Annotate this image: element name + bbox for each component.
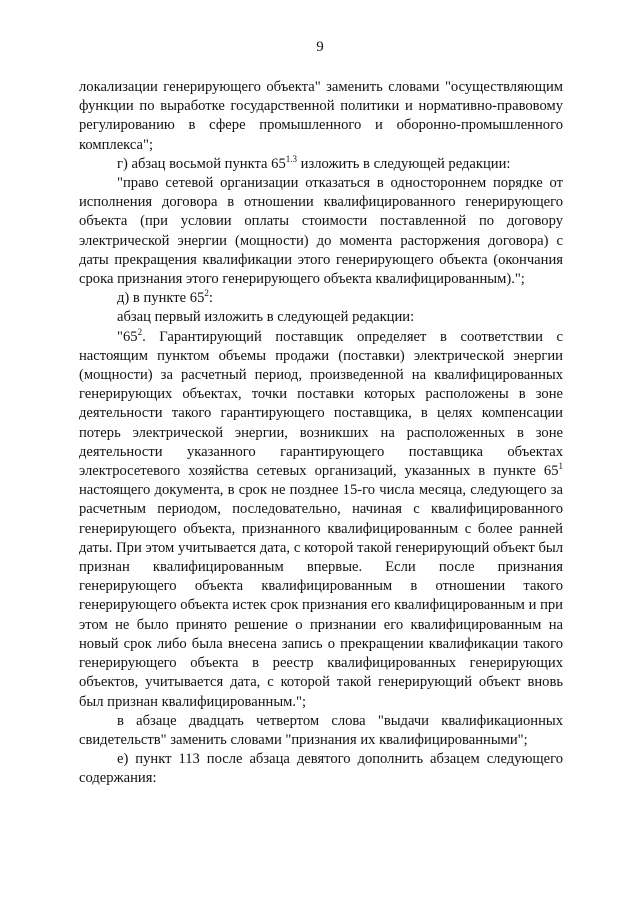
paragraph-guarantor — [79, 328, 563, 712]
paragraph-first-abzac: абзац первый изложить в следующей редакции: — [117, 309, 415, 326]
paragraph-item-g-pre: г) абзац восьмой пункта 65 — [117, 155, 286, 172]
paragraph-guarantor-post: настоящего документа, в срок не позднее 15-го числа месяца, следующего за расчетным периодом, последовательно, начиная с квалифицированного генерирующего объекта, признанного квалифицированным с более ранней даты. При этом учитывается дата, с которой такой генерирующий объект был признан квалифицированным впервые. Если после признания генерирующего объекта квалифицированным в отношении такого генерирующего объекта истек срок признания его квалифицированным и при этом не было принято решение о признании его квалифицированным на новый срок либо была внесена запись о прекращении квалификации такого генерирующего объекта в реестр квалифицированных генерирующих объектов, учитывается дата, с которой такой генерирующий объект вновь был признан квалифицированным."; — [79, 482, 563, 710]
paragraph-item-g — [79, 155, 563, 174]
paragraph-item-d-sup: 2 — [204, 288, 209, 299]
paragraph-item-g-sup: 1.3 — [285, 153, 298, 164]
paragraph-item-d — [79, 289, 563, 308]
page-number: 9 — [316, 39, 324, 55]
paragraph-item-d-post: : — [208, 290, 213, 307]
paragraph-guarantor-pre: "65 — [117, 328, 138, 345]
paragraph-item-d-pre: д) в пункте 65 — [117, 290, 205, 307]
paragraph-guarantor-sup: 2 — [137, 326, 143, 337]
document-body — [79, 78, 563, 789]
paragraph-localization: локализации генерирующего объекта" заменить словами "осуществляющим функции по выработке государственной политики и нормативно-правовому регулированию в сфере промышленного и оборонно-промышленного комплекса"; — [79, 79, 563, 153]
paragraph-grid-right: "право сетевой организации отказаться в одностороннем порядке от исполнения договора в отношении квалифицированного генерирующего объекта (при условии оплаты стоимости поставленной по договору электрической энергии (мощности) до момента расторжения договора) с даты прекращения квалификации этого генерирующего объекта (окончания срока признания этого генерирующего объекта квалифицированным)."; — [79, 175, 563, 288]
paragraph-item-g-post: изложить в следующей редакции: — [297, 155, 511, 172]
paragraph-item-e: е) пункт 113 после абзаца девятого дополнить абзацем следующего содержания: — [79, 751, 563, 787]
paragraph-guarantor-mid: . Гарантирующий поставщик определяет в соответствии с настоящим пунктом объемы продажи (поставки) электрической энергии (мощности) за расчетный период, произведенной на квалифицированных генерирующих объектах, точки поставки которых расположены в зоне деятельности такого гарантирующего поставщика, в целях компенсации потерь электрической энергии, возникших на расположенных в зоне деятельности указанного гарантирующего поставщика объектах электросетевого хозяйства сетевых организаций, указанных в пункте 65 — [79, 328, 563, 480]
paragraph-guarantor-sup2: 1 — [558, 461, 563, 472]
paragraph-abzac-24: в абзаце двадцать четвертом слова "выдачи квалификационных свидетельств" заменить словами "признания их квалифицированными"; — [79, 712, 563, 748]
